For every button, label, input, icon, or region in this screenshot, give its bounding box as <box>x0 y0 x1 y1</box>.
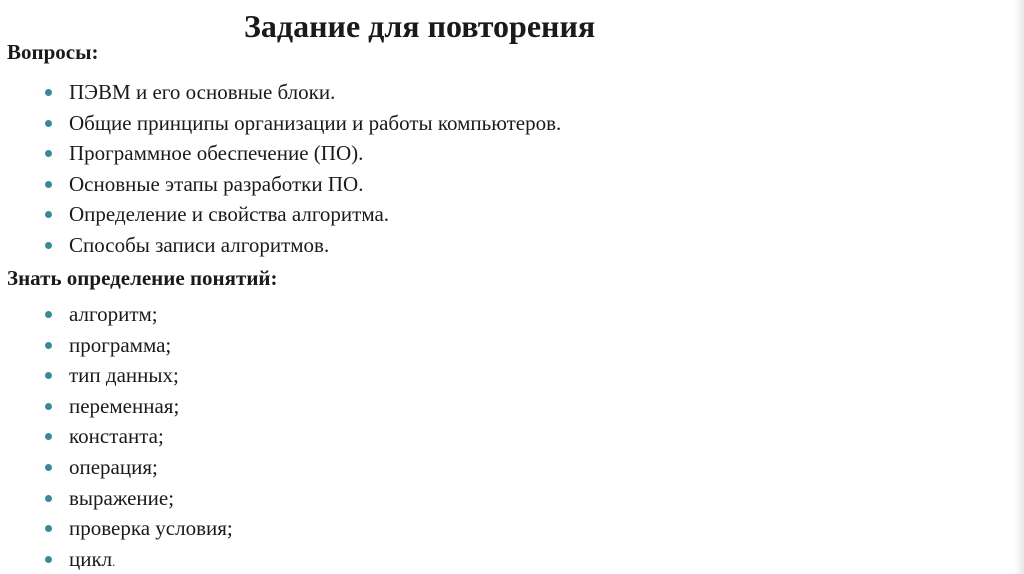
bullet-icon <box>45 495 52 502</box>
list-item-main: цикл <box>69 546 113 571</box>
bullet-icon <box>45 181 52 188</box>
list-item-text: алгоритм; <box>69 302 158 326</box>
list-item-text: ПЭВМ и его основные блоки. <box>69 80 336 104</box>
bullet-icon <box>45 242 52 249</box>
list-item-text: константа; <box>69 424 164 449</box>
bullet-icon <box>45 372 52 379</box>
bullet-icon <box>45 556 52 563</box>
slide-edge-shadow <box>1014 0 1024 574</box>
list-item-text: Общие принципы организации и работы компьютеров. <box>69 110 562 135</box>
list-item-text: Программное обеспечение (ПО). <box>69 141 364 166</box>
bullet-icon <box>45 464 52 471</box>
concepts-heading: Знать определение понятий: <box>7 266 278 290</box>
list-item-text <box>69 544 115 574</box>
questions-heading: Вопросы: <box>7 40 99 64</box>
bullet-icon <box>45 89 52 96</box>
list-item-text: выражение; <box>69 485 175 510</box>
list-item-text: операция; <box>69 454 158 479</box>
list-item-text: Определение и свойства алгоритма. <box>69 202 390 227</box>
bullet-icon <box>45 150 52 157</box>
bullet-icon <box>45 211 52 218</box>
list-item-text: тип данных; <box>69 363 179 388</box>
bullet-icon <box>45 403 52 410</box>
bullet-icon <box>45 525 52 532</box>
bullet-icon <box>45 311 52 318</box>
list-item-text: переменная; <box>69 393 180 418</box>
slide-title: Задание для повторения <box>244 8 596 44</box>
list-item-text: проверка условия; <box>69 516 233 541</box>
bullet-icon <box>45 342 52 349</box>
list-item-tail: . <box>112 553 116 569</box>
list-item-text: Способы записи алгоритмов. <box>69 232 330 257</box>
list-item-text: программа; <box>69 332 172 357</box>
bullet-icon <box>45 433 52 440</box>
list-item-text: Основные этапы разработки ПО. <box>69 171 364 196</box>
bullet-icon <box>45 120 52 127</box>
